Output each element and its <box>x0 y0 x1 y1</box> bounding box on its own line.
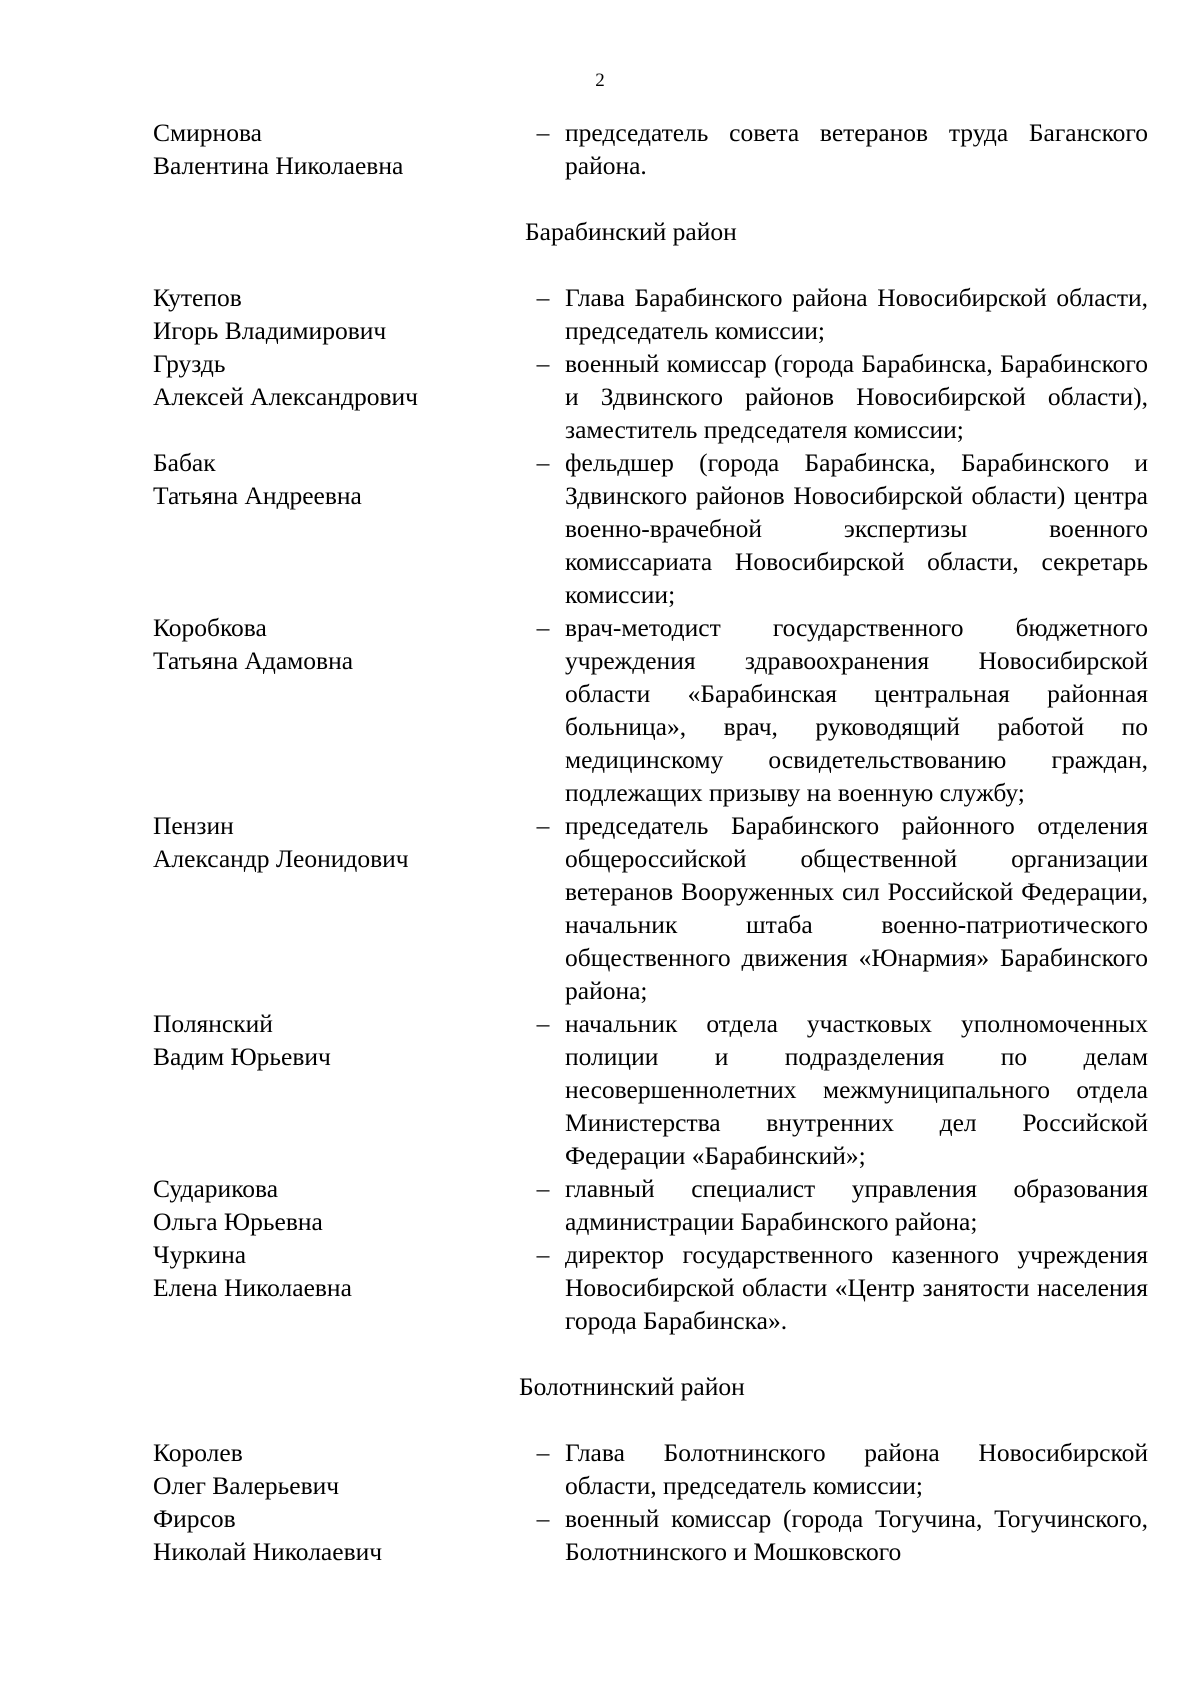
member-name <box>153 1502 513 1568</box>
member-given-name: Валентина Николаевна <box>153 151 404 180</box>
member-name <box>153 1238 513 1304</box>
dash-separator: – <box>536 283 550 312</box>
member-surname: Королев <box>153 1438 243 1467</box>
member-entry <box>153 281 1148 347</box>
dash-separator: – <box>536 448 550 477</box>
member-name <box>153 281 513 347</box>
member-surname: Полянский <box>153 1009 273 1038</box>
member-entry <box>153 1007 1148 1172</box>
member-entry <box>153 116 1148 182</box>
section-title: Болотнинский район <box>519 1372 745 1401</box>
member-name <box>153 347 513 413</box>
member-given-name: Николай Николаевич <box>153 1537 383 1566</box>
dash-separator: – <box>536 349 550 378</box>
dash-separator: – <box>536 613 550 642</box>
member-given-name: Елена Николаевна <box>153 1273 352 1302</box>
member-name <box>153 116 513 182</box>
member-entry <box>153 1172 1148 1238</box>
dash-separator: – <box>536 1009 550 1038</box>
member-role: главный специалист управления образования администрации Барабинского района; <box>565 1174 1148 1236</box>
member-role: председатель совета ветеранов труда Баганского района. <box>565 118 1148 180</box>
member-entry <box>153 347 1148 446</box>
member-name <box>153 1436 513 1502</box>
dash-separator: – <box>536 118 550 147</box>
member-surname: Коробкова <box>153 613 267 642</box>
member-name <box>153 446 513 512</box>
member-surname: Чуркина <box>153 1240 247 1269</box>
document-body <box>153 116 1148 1568</box>
member-surname: Смирнова <box>153 118 262 147</box>
page-number: 2 <box>595 70 605 91</box>
member-role: врач-методист государственного бюджетного учреждения здравоохранения Новосибирской области «Барабинская центральная районная больница», врач, руководящий работой по медицинскому освидетельствованию граждан, подлежащих призыву на военную службу; <box>565 613 1148 807</box>
member-name <box>153 1172 513 1238</box>
member-role: военный комиссар (города Тогучина, Тогучинского, Болотнинского и Мошковского <box>565 1504 1148 1566</box>
dash-separator: – <box>536 1504 550 1533</box>
dash-separator: – <box>536 1174 550 1203</box>
member-surname: Пензин <box>153 811 234 840</box>
member-given-name: Ольга Юрьевна <box>153 1207 323 1236</box>
member-surname: Сударикова <box>153 1174 279 1203</box>
dash-separator: – <box>536 1240 550 1269</box>
member-entry <box>153 611 1148 809</box>
member-role: председатель Барабинского районного отделения общероссийской общественной организации ветеранов Вооруженных сил Российской Федерации, начальник штаба военно-патриотического общественного движения «Юнармия» Барабинского района; <box>565 811 1148 1005</box>
member-entry <box>153 1238 1148 1337</box>
member-surname: Груздь <box>153 349 226 378</box>
member-entry <box>153 1436 1148 1502</box>
member-role: фельдшер (города Барабинска, Барабинского и Здвинского районов Новосибирской области) центра военно-врачебной экспертизы военного комиссариата Новосибирской области, секретарь комиссии; <box>565 448 1148 609</box>
member-entry <box>153 446 1148 611</box>
member-role: начальник отдела участковых уполномоченных полиции и подразделения по делам несовершеннолетних межмуниципального отдела Министерства внутренних дел Российской Федерации «Барабинский»; <box>565 1009 1148 1170</box>
dash-separator: – <box>536 811 550 840</box>
member-role: военный комиссар (города Барабинска, Барабинского и Здвинского районов Новосибирской области), заместитель председателя комиссии; <box>565 349 1148 444</box>
member-surname: Фирсов <box>153 1504 236 1533</box>
member-entry <box>153 1502 1148 1568</box>
member-given-name: Игорь Владимирович <box>153 316 387 345</box>
member-given-name: Александр Леонидович <box>153 844 409 873</box>
member-given-name: Татьяна Адамовна <box>153 646 354 675</box>
member-given-name: Татьяна Андреевна <box>153 481 362 510</box>
member-given-name: Вадим Юрьевич <box>153 1042 331 1071</box>
member-role: Глава Барабинского района Новосибирской области, председатель комиссии; <box>565 283 1148 345</box>
member-role: директор государственного казенного учреждения Новосибирской области «Центр занятости населения города Барабинска». <box>565 1240 1148 1335</box>
member-name <box>153 809 513 875</box>
member-entry <box>153 809 1148 1007</box>
member-name <box>153 611 513 677</box>
member-surname: Бабак <box>153 448 216 477</box>
member-given-name: Олег Валерьевич <box>153 1471 340 1500</box>
member-surname: Кутепов <box>153 283 242 312</box>
member-role: Глава Болотнинского района Новосибирской области, председатель комиссии; <box>565 1438 1148 1500</box>
member-name <box>153 1007 513 1073</box>
member-given-name: Алексей Александрович <box>153 382 418 411</box>
dash-separator: – <box>536 1438 550 1467</box>
section-title: Барабинский район <box>525 217 737 246</box>
